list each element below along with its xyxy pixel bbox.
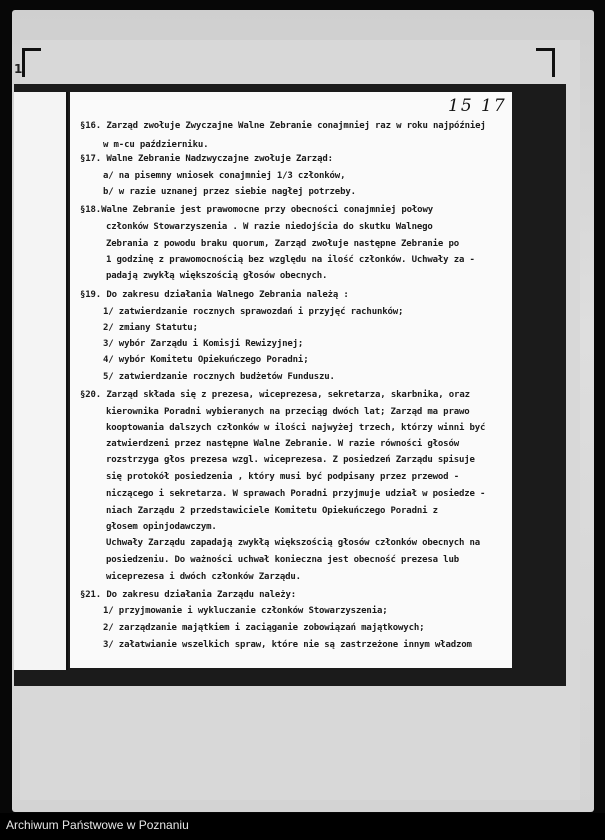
- text-line: 5/ zatwierdzanie rocznych budżetów Funduszu.: [103, 372, 335, 382]
- text-line: Uchwały Zarządu zapadają zwykłą większością głosów członków obecnych na: [106, 538, 481, 548]
- text-line: §19. Do zakresu działania Walnego Zebrania należą :: [80, 290, 349, 300]
- text-line: 1/ zatwierdzanie rocznych sprawozdań i przyjęć rachunków;: [103, 307, 404, 317]
- text-line: 3/ wybór Zarządu i Komisji Rewizyjnej;: [103, 339, 304, 349]
- text-line: b/ w razie uznanej przez siebie nagłej potrzeby.: [103, 187, 356, 197]
- text-line: niach Zarządu 2 przedstawiciele Komitetu Opiekuńczego Poradni z: [106, 506, 438, 516]
- text-line: 2/ zmiany Statutu;: [103, 323, 198, 333]
- text-line: §20. Zarząd składa się z prezesa, wiceprezesa, sekretarza, skarbnika, oraz: [80, 390, 470, 400]
- text-line: 1/ przyjmowanie i wykluczanie członków Stowarzyszenia;: [103, 606, 388, 616]
- corner-mark-top-right: [536, 48, 555, 77]
- text-line: wiceprezesa i dwóch członków Zarządu.: [106, 572, 301, 582]
- text-line: 2/ zarządzanie majątkiem i zaciąganie zobowiązań majątkowych;: [103, 623, 425, 633]
- edge-mark: 1: [14, 62, 23, 76]
- text-line: Zebrania z powodu braku quorum, Zarząd zwołuje następne Zebranie po: [106, 239, 459, 249]
- text-line: 3/ załatwianie wszelkich spraw, które nie są zastrzeżone innym władzom: [103, 640, 472, 650]
- text-line: członków Stowarzyszenia . W razie niedojścia do skutku Walnego: [106, 222, 433, 232]
- text-line: w m-cu październiku.: [103, 140, 209, 150]
- text-line: §21. Do zakresu działania Zarządu należy:: [80, 590, 297, 600]
- adjacent-page-strip: [14, 92, 68, 670]
- text-line: §16. Zarząd zwołuje Zwyczajne Walne Zebranie conajmniej raz w roku najpóźniej: [80, 121, 486, 131]
- text-line: 1 godzinę z prawomocnością bez względu na ilość członków. Uchwały za -: [106, 255, 475, 265]
- text-line: kierownika Poradni wybieranych na przeciąg dwóch lat; Zarząd ma prawo: [106, 407, 470, 417]
- text-line: §17. Walne Zebranie Nadzwyczajne zwołuje Zarząd:: [80, 154, 333, 164]
- archive-caption: Archiwum Państwowe w Poznaniu: [6, 818, 189, 832]
- text-line: niczącego i sekretarza. W sprawach Poradni przyjmuje udział w posiedze -: [106, 489, 486, 499]
- text-line: rozstrzyga głos prezesa wzgl. wiceprezesa. Z posiedzeń Zarządu spisuje: [106, 455, 475, 465]
- corner-mark-top-left: [22, 48, 41, 77]
- text-line: zatwierdzeni przez następne Walne Zebranie. W razie równości głosów: [106, 439, 459, 449]
- page-number: 15 17: [448, 96, 507, 116]
- text-line: się protokół posiedzenia , który musi być podpisany przez przewod -: [106, 472, 459, 482]
- text-line: kooptowania dalszych członków w ilości najwyżej trzech, którzy winni być: [106, 423, 486, 433]
- text-line: głosem opinjodawczym.: [106, 522, 217, 532]
- text-line: a/ na pisemny wniosek conajmniej 1/3 członków,: [103, 171, 346, 181]
- text-line: padają zwykłą większością głosów obecnych.: [106, 271, 328, 281]
- text-line: §18.Walne Zebranie jest prawomocne przy obecności conajmniej połowy: [80, 205, 433, 215]
- text-line: posiedzeniu. Do ważności uchwał konieczna jest obecność prezesa lub: [106, 555, 459, 565]
- text-line: 4/ wybór Komitetu Opiekuńczego Poradni;: [103, 355, 309, 365]
